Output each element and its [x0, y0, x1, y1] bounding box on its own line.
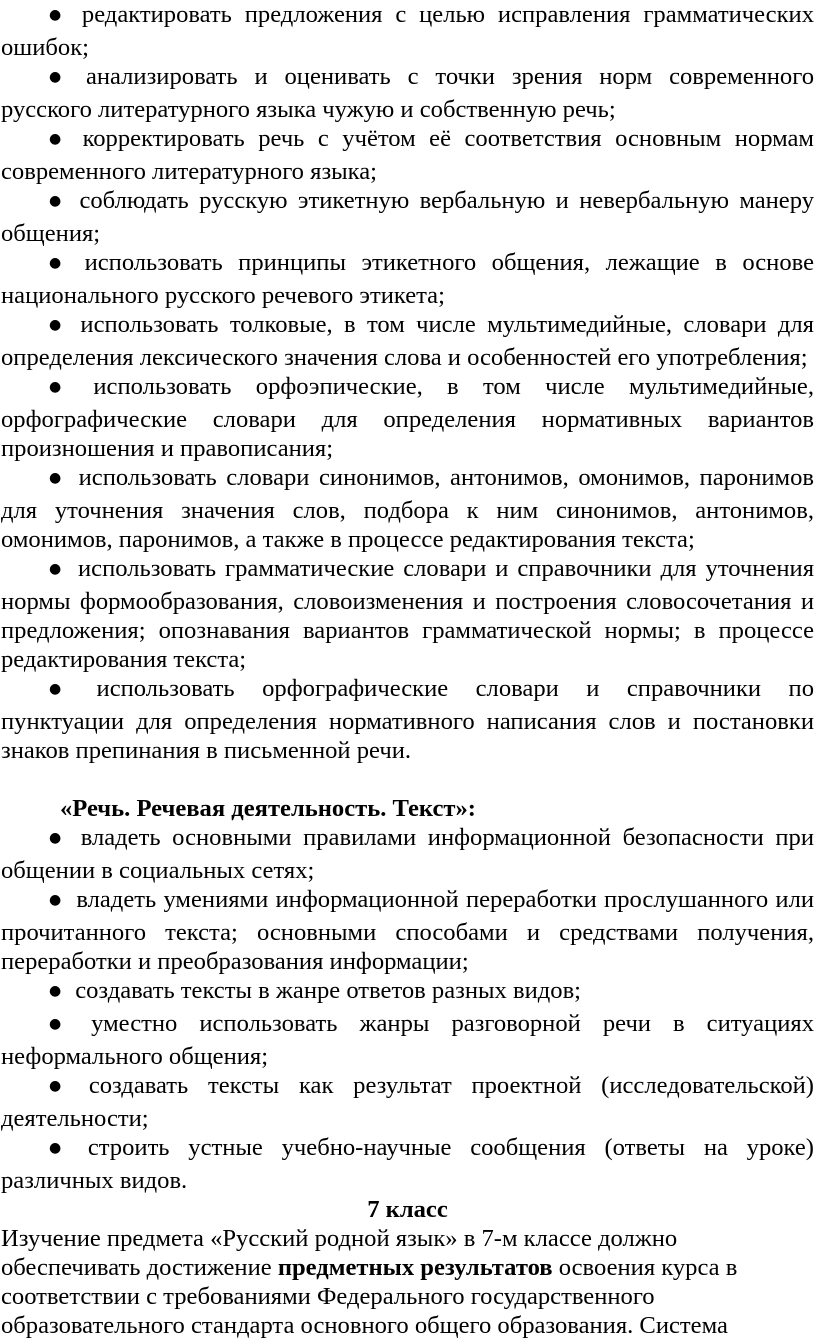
- bullet-icon: ●: [49, 681, 83, 697]
- bullet-icon: ●: [49, 830, 67, 846]
- section-heading: «Речь. Речевая деятельность. Текст»:: [60, 795, 476, 822]
- list-item: ● использовать принципы этикетного общения, лежащие в основе национального русского речевого этикета;: [1, 249, 814, 309]
- bullet-icon: ●: [49, 193, 66, 209]
- bullet-icon: ●: [49, 1016, 78, 1032]
- list-item: ● создавать тексты в жанре ответов разных видов;: [49, 977, 582, 1004]
- bullet-icon: ●: [49, 1140, 74, 1156]
- bullet-icon: ●: [49, 317, 67, 333]
- list-item: ● использовать орфографические словари и справочники по пунктуации для определения нормативного написания слов и постановки знаков препинания в письменной речи.: [1, 675, 815, 764]
- bullet-icon: ●: [49, 255, 71, 271]
- list-item: ● редактировать предложения с целью исправления грамматических ошибок;: [1, 1, 814, 61]
- bullet-icon: ●: [49, 470, 65, 486]
- competency-list-1: [1, 0, 814, 765]
- intro-paragraph: Изучение предмета «Русский родной язык» в 7-м классе должно обеспечивать достижение предметных результатов освоения курса в соответствии с требованиями Федерального государственного образовательного стандарта основного общего образования. Система: [1, 1225, 738, 1339]
- bullet-icon: ●: [49, 379, 80, 395]
- list-item: ● владеть основными правилами информационной безопасности при общении в социальных сетях;: [1, 824, 814, 884]
- list-item: ● использовать грамматические словари и справочники для уточнения нормы формообразования, словоизменения и построения словосочетания и предложения; опознавания вариантов грамматической нормы; в процессе редактирования текста;: [1, 555, 815, 673]
- list-item: ● использовать словари синонимов, антонимов, омонимов, паронимов для уточнения значения слов, подбора к ним синонимов, антонимов, омонимов, паронимов, а также в процессе редактирования текста;: [1, 464, 815, 553]
- competency-list-2: [1, 823, 814, 1195]
- list-item: ● использовать орфоэпические, в том числе мультимедийные, орфографические словари для определения нормативных вариантов произношения и правописания;: [1, 373, 814, 462]
- list-item: ● уместно использовать жанры разговорной речи в ситуациях неформального общения;: [1, 1010, 814, 1070]
- list-item: ● соблюдать русскую этикетную вербальную и невербальную манеру общения;: [1, 187, 814, 247]
- bullet-icon: ●: [49, 7, 68, 23]
- list-item: ● строить устные учебно-научные сообщения (ответы на уроке) различных видов.: [1, 1134, 815, 1194]
- list-item: ● владеть умениями информационной переработки прослушанного или прочитанного текста; основными способами и средствами получения, переработки и преобразования информации;: [1, 886, 815, 975]
- list-item: ● анализировать и оценивать с точки зрения норм современного русского литературного языка чужую и собственную речь;: [1, 63, 814, 123]
- list-item: ● использовать толковые, в том числе мультимедийные, словари для определения лексического значения слова и особенностей его употребления;: [1, 311, 814, 371]
- list-item: ● создавать тексты как результат проектной (исследовательской) деятельности;: [1, 1072, 814, 1132]
- bullet-icon: ●: [49, 1078, 75, 1094]
- bullet-icon: ●: [49, 561, 64, 577]
- bullet-icon: ●: [49, 131, 69, 147]
- list-item: ● корректировать речь с учётом её соответствия основным нормам современного литературного языка;: [1, 125, 814, 185]
- bullet-icon: ●: [49, 69, 72, 85]
- bullet-icon: ●: [49, 892, 63, 908]
- grade-heading: 7 класс: [367, 1196, 448, 1223]
- bold-term: предметных результатов: [277, 1254, 553, 1281]
- bullet-icon: ●: [49, 983, 62, 999]
